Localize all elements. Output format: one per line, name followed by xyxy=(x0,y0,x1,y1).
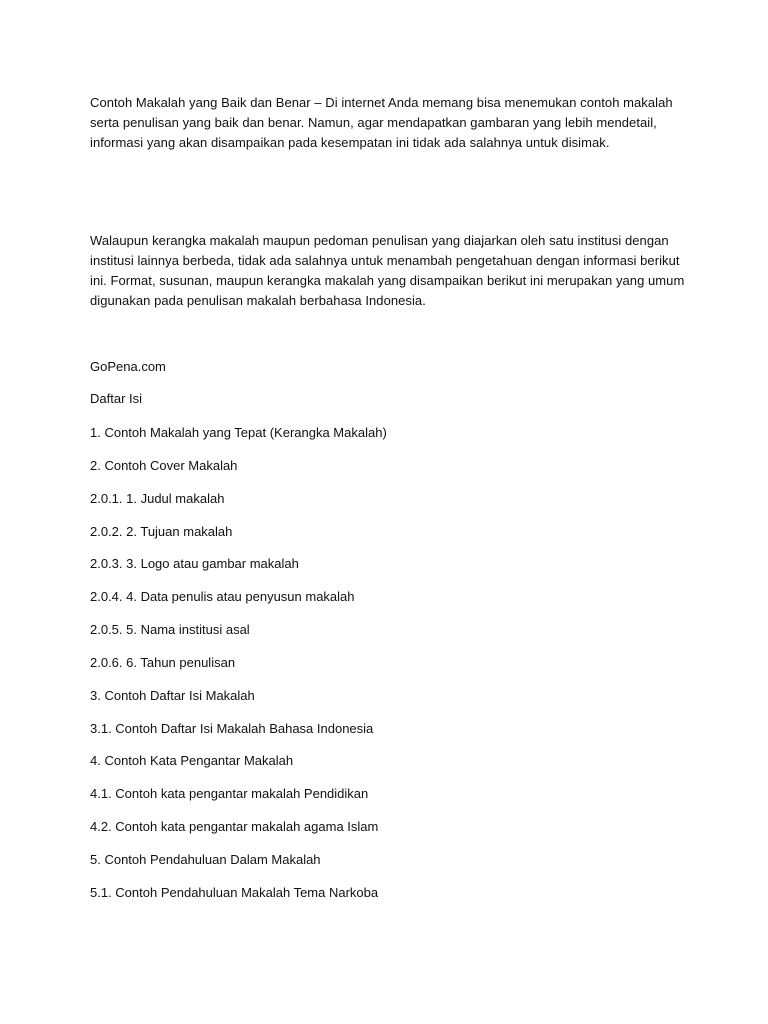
toc-item: 3. Contoh Daftar Isi Makalah xyxy=(90,688,255,703)
toc-item: 5. Contoh Pendahuluan Dalam Makalah xyxy=(90,852,321,867)
context-paragraph: Walaupun kerangka makalah maupun pedoman penulisan yang diajarkan oleh satu institusi dengan institusi lainnya berbeda, tidak ada salahnya untuk menambah pengetahuan dengan informasi berikut ini. Format, susunan, maupun kerangka makalah yang disampaikan berikut ini merupakan yang umum digunakan pada penulisan makalah berbahasa Indonesia. xyxy=(90,233,685,308)
toc-item: 4.2. Contoh kata pengantar makalah agama Islam xyxy=(90,819,379,834)
intro-paragraph: Contoh Makalah yang Baik dan Benar – Di internet Anda memang bisa menemukan contoh makalah serta penulisan yang baik dan benar. Namun, agar mendapatkan gambaran yang lebih mendetail, informasi yang akan disampaikan pada kesempatan ini tidak ada salahnya untuk disimak. xyxy=(90,95,673,150)
toc-item: 4. Contoh Kata Pengantar Makalah xyxy=(90,753,294,768)
toc-item: 1. Contoh Makalah yang Tepat (Kerangka Makalah) xyxy=(90,425,387,440)
source-label: GoPena.com xyxy=(90,359,166,374)
toc-item: 2.0.4. 4. Data penulis atau penyusun makalah xyxy=(90,589,355,604)
toc-item: 2.0.6. 6. Tahun penulisan xyxy=(90,655,236,670)
toc-item: 2.0.2. 2. Tujuan makalah xyxy=(90,524,233,539)
toc-title: Daftar Isi xyxy=(90,391,143,406)
toc-item: 3.1. Contoh Daftar Isi Makalah Bahasa Indonesia xyxy=(90,721,374,736)
toc-item: 2.0.1. 1. Judul makalah xyxy=(90,491,225,506)
toc-item: 2. Contoh Cover Makalah xyxy=(90,458,238,473)
toc-item: 4.1. Contoh kata pengantar makalah Pendidikan xyxy=(90,786,369,801)
toc-item: 5.1. Contoh Pendahuluan Makalah Tema Narkoba xyxy=(90,885,379,900)
toc-item: 2.0.3. 3. Logo atau gambar makalah xyxy=(90,556,299,571)
toc-item: 2.0.5. 5. Nama institusi asal xyxy=(90,622,250,637)
